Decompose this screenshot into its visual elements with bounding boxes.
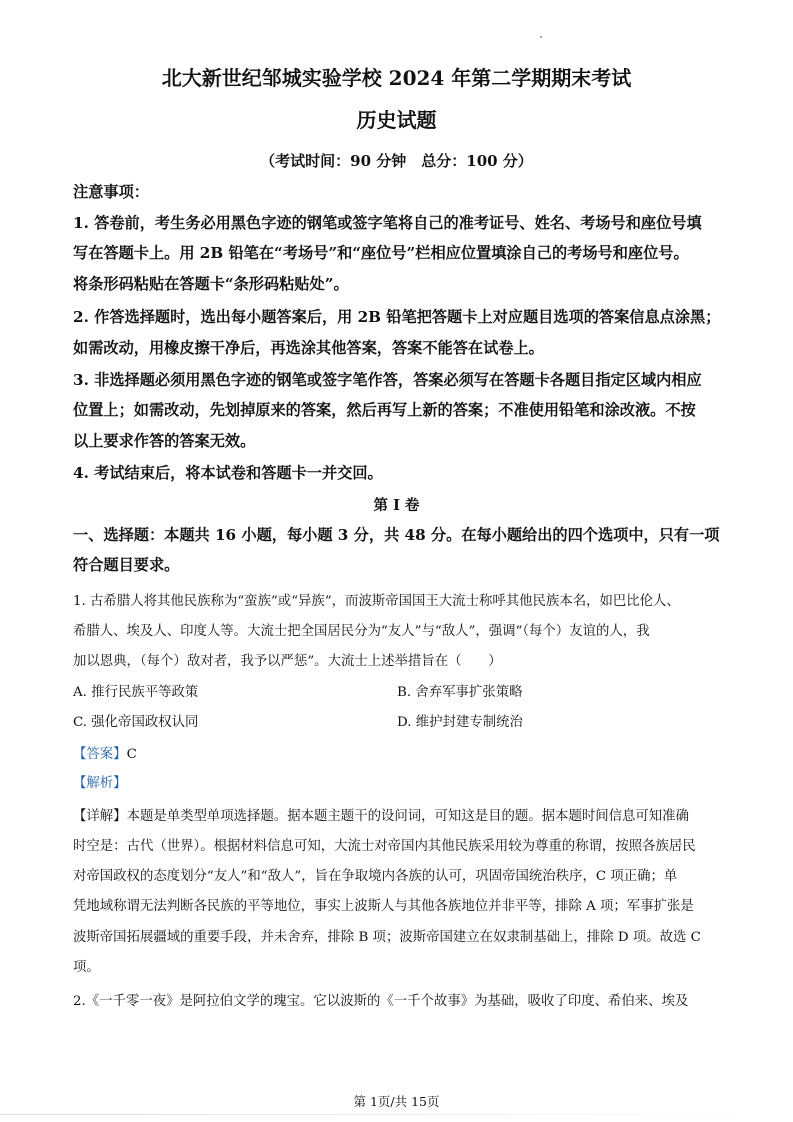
q1-detail-line: 凭地域称谓无法判断各民族的平等地位，事实上波斯人与其他各族地位并非平等，排除 A 项；军事扩张是 xyxy=(73,899,694,914)
q1-detail-line xyxy=(73,805,689,824)
notice-heading: 注意事项： xyxy=(73,183,149,201)
q1-detail-line: 波斯帝国拓展疆域的重要手段，并未舍弃，排除 B 项；波斯帝国建立在奴隶制基础上，排除 D 项。故选 C xyxy=(73,930,701,945)
section-heading: 符合题目要求。 xyxy=(73,556,180,574)
detail-text: 本题是单类型单项选择题。据本题主题干的设问词，可知这是目的题。据本题时间信息可知准确 xyxy=(126,809,689,824)
q1-option-b: B. 舍弃军事扩张策略 xyxy=(397,685,523,700)
q1-stem-line: 加以恩典，（每个）敌对者，我予以严惩”。大流士上述举措旨在（ ） xyxy=(73,654,502,669)
notice-line: 将条形码粘贴在答题卡“条形码粘贴处”。 xyxy=(73,275,349,293)
scan-dot xyxy=(540,36,542,38)
notice-line: 1. 答卷前，考生务必用黑色字迹的钢笔或签字笔将自己的准考证号、姓名、考场号和座位号填 xyxy=(73,214,702,232)
detail-tag: 【详解】 xyxy=(73,809,127,824)
exam-info: （考试时间：90 分钟 总分：100 分） xyxy=(260,152,533,170)
answer-value: C xyxy=(126,747,137,762)
q1-option-d: D. 维护封建专制统治 xyxy=(397,715,523,730)
notice-line: 位置上；如需改动，先划掉原来的答案，然后再写上新的答案；不准使用铅笔和涂改液。不按 xyxy=(73,401,696,419)
notice-line: 写在答题卡上。用 2B 铅笔在“考场号”和“座位号”栏相应位置填涂自己的考场号和座位号。 xyxy=(73,244,689,262)
q1-answer xyxy=(73,743,137,762)
q1-detail-line: 时空是：古代（世界）。根据材料信息可知，大流士对帝国内其他民族采用较为尊重的称谓，按照各族居民 xyxy=(73,839,696,854)
q1-stem-line: 1. 古希腊人将其他民族称为“蛮族”或“异族”，而波斯帝国国王大流士称呼其他民族本名，如巴比伦人、 xyxy=(73,594,680,609)
q2-stem-line: 2.《一千零一夜》是阿拉伯文学的瑰宝。它以波斯的《一千个故事》为基础，吸收了印度、希伯来、埃及 xyxy=(73,994,689,1009)
notice-line: 3. 非选择题必须用黑色字迹的钢笔或签字笔作答，答案必须写在答题卡各题目指定区域内相应 xyxy=(73,371,702,389)
notice-line: 4. 考试结束后，将本试卷和答题卡一并交回。 xyxy=(73,464,383,482)
page-bottom-rule xyxy=(0,1114,793,1115)
analysis-tag: 【解析】 xyxy=(73,776,127,791)
q1-detail-line: 对帝国政权的态度划分“友人”和“敌人”，旨在争取境内各族的认可，巩固帝国统治秩序，C 项正确；单 xyxy=(73,869,678,884)
notice-line: 以上要求作答的答案无效。 xyxy=(73,432,256,450)
volume-title: 第 I 卷 xyxy=(373,497,420,514)
subject-title: 历史试题 xyxy=(356,108,437,132)
q1-option-c: C. 强化帝国政权认同 xyxy=(73,715,199,730)
section-heading: 一、选择题：本题共 16 小题，每小题 3 分，共 48 分。在每小题给出的四个选项中，只有一项 xyxy=(73,526,720,544)
notice-line: 2. 作答选择题时，选出每小题答案后，用 2B 铅笔把答题卡上对应题目选项的答案信息点涂黑； xyxy=(73,308,721,326)
exam-title: 北大新世纪邹城实验学校 2024 年第二学期期末考试 xyxy=(161,66,632,90)
q1-detail-line: 项。 xyxy=(73,960,100,975)
q1-stem-line: 希腊人、埃及人、印度人等。大流士把全国居民分为“友人”与“敌人”，强调“（每个）友谊的人，我 xyxy=(73,624,650,639)
page-number: 第 1页/共 15页 xyxy=(353,1094,440,1109)
notice-line: 如需改动，用橡皮擦干净后，再选涂其他答案，答案不能答在试卷上。 xyxy=(73,339,544,357)
answer-tag: 【答案】 xyxy=(73,747,127,762)
q1-option-a: A. 推行民族平等政策 xyxy=(73,685,199,700)
